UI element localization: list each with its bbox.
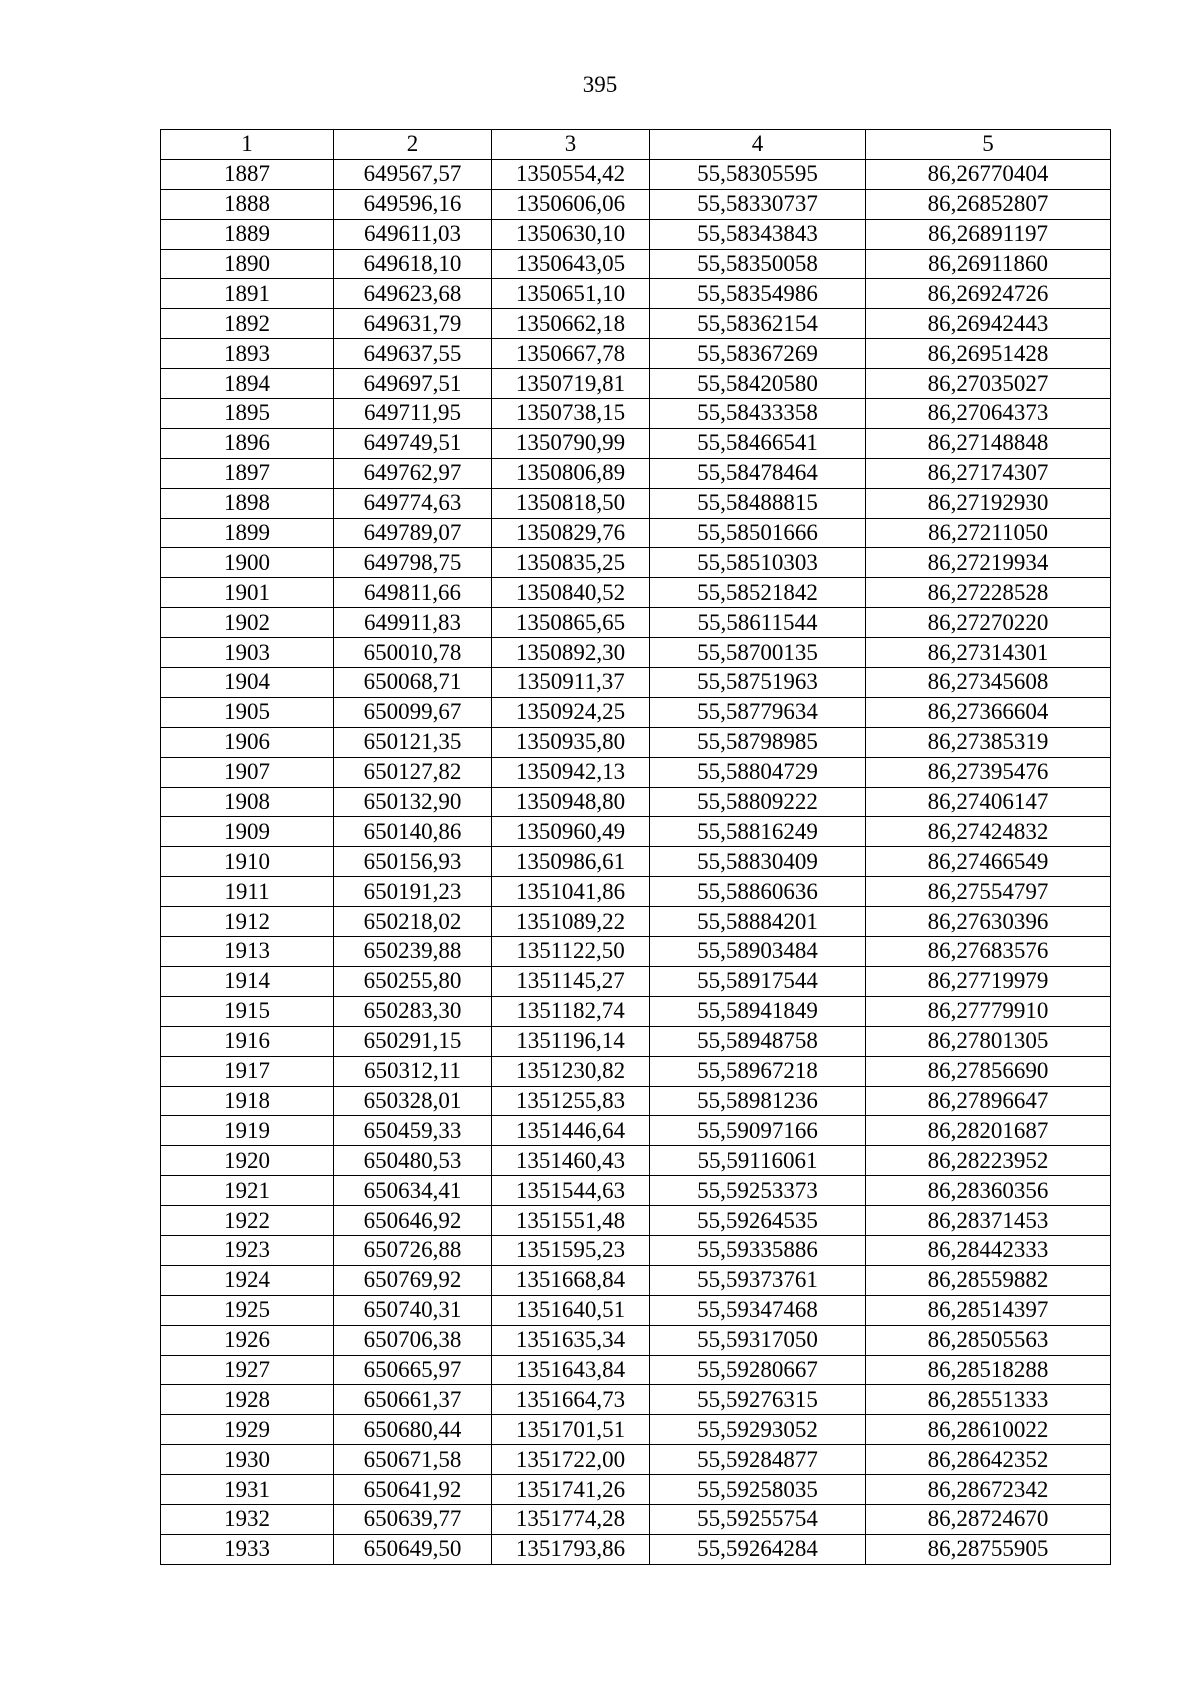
- longitude-cell: 86,27466549: [866, 847, 1111, 877]
- longitude-cell: 86,27035027: [866, 369, 1111, 399]
- x-coordinate-cell: 650218,02: [334, 907, 492, 937]
- table-row: [161, 279, 1111, 309]
- y-coordinate-cell: 1350651,10: [492, 279, 650, 309]
- latitude-cell: 55,58478464: [650, 458, 866, 488]
- x-coordinate-cell: 650312,11: [334, 1056, 492, 1086]
- table-row: [161, 877, 1111, 907]
- point-number-cell: 1894: [161, 369, 334, 399]
- y-coordinate-cell: 1350818,50: [492, 488, 650, 518]
- y-coordinate-cell: 1350948,80: [492, 787, 650, 817]
- longitude-cell: 86,26852807: [866, 189, 1111, 219]
- latitude-cell: 55,58466541: [650, 428, 866, 458]
- x-coordinate-cell: 650634,41: [334, 1176, 492, 1206]
- point-number-cell: 1914: [161, 966, 334, 996]
- x-coordinate-cell: 649618,10: [334, 249, 492, 279]
- x-coordinate-cell: 650641,92: [334, 1475, 492, 1505]
- point-number-cell: 1898: [161, 488, 334, 518]
- x-coordinate-cell: 650680,44: [334, 1415, 492, 1445]
- latitude-cell: 55,58884201: [650, 907, 866, 937]
- x-coordinate-cell: 649749,51: [334, 428, 492, 458]
- point-number-cell: 1930: [161, 1445, 334, 1475]
- x-coordinate-cell: 650726,88: [334, 1235, 492, 1265]
- x-coordinate-cell: 650132,90: [334, 787, 492, 817]
- table-row: [161, 1146, 1111, 1176]
- longitude-cell: 86,27148848: [866, 428, 1111, 458]
- point-number-cell: 1915: [161, 996, 334, 1026]
- point-number-cell: 1897: [161, 458, 334, 488]
- y-coordinate-cell: 1350865,65: [492, 608, 650, 638]
- table-row: [161, 1086, 1111, 1116]
- table-row: [161, 757, 1111, 787]
- latitude-cell: 55,58420580: [650, 369, 866, 399]
- point-number-cell: 1907: [161, 757, 334, 787]
- latitude-cell: 55,59264284: [650, 1534, 866, 1564]
- longitude-cell: 86,27174307: [866, 458, 1111, 488]
- coordinates-table: [160, 129, 1111, 1565]
- longitude-cell: 86,27064373: [866, 399, 1111, 429]
- y-coordinate-cell: 1351741,26: [492, 1475, 650, 1505]
- latitude-cell: 55,58981236: [650, 1086, 866, 1116]
- point-number-cell: 1923: [161, 1235, 334, 1265]
- point-number-cell: 1887: [161, 159, 334, 189]
- x-coordinate-cell: 650671,58: [334, 1445, 492, 1475]
- x-coordinate-cell: 649611,03: [334, 219, 492, 249]
- table-row: [161, 608, 1111, 638]
- point-number-cell: 1917: [161, 1056, 334, 1086]
- point-number-cell: 1926: [161, 1325, 334, 1355]
- point-number-cell: 1905: [161, 697, 334, 727]
- longitude-cell: 86,28755905: [866, 1534, 1111, 1564]
- latitude-cell: 55,58798985: [650, 727, 866, 757]
- column-header: 4: [650, 130, 866, 160]
- point-number-cell: 1902: [161, 608, 334, 638]
- latitude-cell: 55,58830409: [650, 847, 866, 877]
- point-number-cell: 1921: [161, 1176, 334, 1206]
- table-row: [161, 1534, 1111, 1564]
- longitude-cell: 86,27366604: [866, 697, 1111, 727]
- x-coordinate-cell: 650191,23: [334, 877, 492, 907]
- table-row: [161, 399, 1111, 429]
- latitude-cell: 55,59293052: [650, 1415, 866, 1445]
- table-row: [161, 548, 1111, 578]
- y-coordinate-cell: 1350829,76: [492, 518, 650, 548]
- point-number-cell: 1892: [161, 309, 334, 339]
- point-number-cell: 1890: [161, 249, 334, 279]
- x-coordinate-cell: 650283,30: [334, 996, 492, 1026]
- latitude-cell: 55,58948758: [650, 1026, 866, 1056]
- table-row: [161, 189, 1111, 219]
- point-number-cell: 1908: [161, 787, 334, 817]
- point-number-cell: 1913: [161, 937, 334, 967]
- table-row: [161, 159, 1111, 189]
- latitude-cell: 55,59097166: [650, 1116, 866, 1146]
- x-coordinate-cell: 650706,38: [334, 1325, 492, 1355]
- point-number-cell: 1922: [161, 1206, 334, 1236]
- table-row: [161, 1475, 1111, 1505]
- x-coordinate-cell: 650121,35: [334, 727, 492, 757]
- latitude-cell: 55,59347468: [650, 1295, 866, 1325]
- table-row: [161, 219, 1111, 249]
- point-number-cell: 1901: [161, 578, 334, 608]
- y-coordinate-cell: 1350630,10: [492, 219, 650, 249]
- x-coordinate-cell: 649637,55: [334, 339, 492, 369]
- latitude-cell: 55,58343843: [650, 219, 866, 249]
- x-coordinate-cell: 650661,37: [334, 1385, 492, 1415]
- latitude-cell: 55,58354986: [650, 279, 866, 309]
- point-number-cell: 1891: [161, 279, 334, 309]
- y-coordinate-cell: 1350806,89: [492, 458, 650, 488]
- latitude-cell: 55,59264535: [650, 1206, 866, 1236]
- table-row: [161, 638, 1111, 668]
- y-coordinate-cell: 1351230,82: [492, 1056, 650, 1086]
- y-coordinate-cell: 1351460,43: [492, 1146, 650, 1176]
- latitude-cell: 55,59255754: [650, 1504, 866, 1534]
- longitude-cell: 86,26951428: [866, 339, 1111, 369]
- x-coordinate-cell: 649711,95: [334, 399, 492, 429]
- longitude-cell: 86,28559882: [866, 1265, 1111, 1295]
- longitude-cell: 86,26891197: [866, 219, 1111, 249]
- table-row: [161, 937, 1111, 967]
- latitude-cell: 55,58488815: [650, 488, 866, 518]
- point-number-cell: 1896: [161, 428, 334, 458]
- x-coordinate-cell: 649623,68: [334, 279, 492, 309]
- table-row: [161, 339, 1111, 369]
- x-coordinate-cell: 649631,79: [334, 309, 492, 339]
- y-coordinate-cell: 1350667,78: [492, 339, 650, 369]
- longitude-cell: 86,26924726: [866, 279, 1111, 309]
- x-coordinate-cell: 649567,57: [334, 159, 492, 189]
- column-header: 2: [334, 130, 492, 160]
- longitude-cell: 86,28610022: [866, 1415, 1111, 1445]
- latitude-cell: 55,58860636: [650, 877, 866, 907]
- x-coordinate-cell: 650639,77: [334, 1504, 492, 1534]
- latitude-cell: 55,59280667: [650, 1355, 866, 1385]
- y-coordinate-cell: 1350554,42: [492, 159, 650, 189]
- table-row: [161, 1116, 1111, 1146]
- longitude-cell: 86,28518288: [866, 1355, 1111, 1385]
- point-number-cell: 1893: [161, 339, 334, 369]
- longitude-cell: 86,27211050: [866, 518, 1111, 548]
- y-coordinate-cell: 1351196,14: [492, 1026, 650, 1056]
- point-number-cell: 1899: [161, 518, 334, 548]
- table-row: [161, 668, 1111, 698]
- x-coordinate-cell: 650255,80: [334, 966, 492, 996]
- point-number-cell: 1900: [161, 548, 334, 578]
- x-coordinate-cell: 649789,07: [334, 518, 492, 548]
- y-coordinate-cell: 1351774,28: [492, 1504, 650, 1534]
- y-coordinate-cell: 1351089,22: [492, 907, 650, 937]
- point-number-cell: 1919: [161, 1116, 334, 1146]
- latitude-cell: 55,58816249: [650, 817, 866, 847]
- table-row: [161, 369, 1111, 399]
- x-coordinate-cell: 649774,63: [334, 488, 492, 518]
- y-coordinate-cell: 1350911,37: [492, 668, 650, 698]
- table-body: [161, 159, 1111, 1564]
- table-row: [161, 907, 1111, 937]
- point-number-cell: 1895: [161, 399, 334, 429]
- longitude-cell: 86,28360356: [866, 1176, 1111, 1206]
- table-row: [161, 1265, 1111, 1295]
- table-row: [161, 518, 1111, 548]
- point-number-cell: 1920: [161, 1146, 334, 1176]
- table-header-row: [161, 130, 1111, 160]
- longitude-cell: 86,28223952: [866, 1146, 1111, 1176]
- y-coordinate-cell: 1350840,52: [492, 578, 650, 608]
- table-row: [161, 428, 1111, 458]
- column-header: 5: [866, 130, 1111, 160]
- point-number-cell: 1912: [161, 907, 334, 937]
- latitude-cell: 55,58809222: [650, 787, 866, 817]
- longitude-cell: 86,27270220: [866, 608, 1111, 638]
- table-row: [161, 727, 1111, 757]
- y-coordinate-cell: 1351551,48: [492, 1206, 650, 1236]
- point-number-cell: 1888: [161, 189, 334, 219]
- y-coordinate-cell: 1350986,61: [492, 847, 650, 877]
- x-coordinate-cell: 650156,93: [334, 847, 492, 877]
- x-coordinate-cell: 649762,97: [334, 458, 492, 488]
- x-coordinate-cell: 650099,67: [334, 697, 492, 727]
- y-coordinate-cell: 1351793,86: [492, 1534, 650, 1564]
- x-coordinate-cell: 650649,50: [334, 1534, 492, 1564]
- y-coordinate-cell: 1351446,64: [492, 1116, 650, 1146]
- x-coordinate-cell: 650459,33: [334, 1116, 492, 1146]
- table-row: [161, 488, 1111, 518]
- y-coordinate-cell: 1351668,84: [492, 1265, 650, 1295]
- table-row: [161, 1235, 1111, 1265]
- x-coordinate-cell: 650010,78: [334, 638, 492, 668]
- longitude-cell: 86,27192930: [866, 488, 1111, 518]
- column-header: 3: [492, 130, 650, 160]
- x-coordinate-cell: 650665,97: [334, 1355, 492, 1385]
- table-row: [161, 1056, 1111, 1086]
- point-number-cell: 1929: [161, 1415, 334, 1445]
- table-row: [161, 1415, 1111, 1445]
- longitude-cell: 86,28201687: [866, 1116, 1111, 1146]
- y-coordinate-cell: 1351255,83: [492, 1086, 650, 1116]
- point-number-cell: 1904: [161, 668, 334, 698]
- y-coordinate-cell: 1351664,73: [492, 1385, 650, 1415]
- latitude-cell: 55,58350058: [650, 249, 866, 279]
- longitude-cell: 86,27219934: [866, 548, 1111, 578]
- y-coordinate-cell: 1351643,84: [492, 1355, 650, 1385]
- latitude-cell: 55,59284877: [650, 1445, 866, 1475]
- latitude-cell: 55,58941849: [650, 996, 866, 1026]
- longitude-cell: 86,27345608: [866, 668, 1111, 698]
- y-coordinate-cell: 1351041,86: [492, 877, 650, 907]
- x-coordinate-cell: 650291,15: [334, 1026, 492, 1056]
- longitude-cell: 86,28724670: [866, 1504, 1111, 1534]
- latitude-cell: 55,58367269: [650, 339, 866, 369]
- longitude-cell: 86,27406147: [866, 787, 1111, 817]
- y-coordinate-cell: 1350643,05: [492, 249, 650, 279]
- point-number-cell: 1909: [161, 817, 334, 847]
- point-number-cell: 1906: [161, 727, 334, 757]
- column-header: 1: [161, 130, 334, 160]
- longitude-cell: 86,26942443: [866, 309, 1111, 339]
- latitude-cell: 55,58611544: [650, 608, 866, 638]
- y-coordinate-cell: 1351635,34: [492, 1325, 650, 1355]
- table-row: [161, 1206, 1111, 1236]
- point-number-cell: 1932: [161, 1504, 334, 1534]
- table-row: [161, 1026, 1111, 1056]
- point-number-cell: 1889: [161, 219, 334, 249]
- point-number-cell: 1927: [161, 1355, 334, 1385]
- y-coordinate-cell: 1350738,15: [492, 399, 650, 429]
- longitude-cell: 86,28642352: [866, 1445, 1111, 1475]
- table-row: [161, 1445, 1111, 1475]
- y-coordinate-cell: 1351640,51: [492, 1295, 650, 1325]
- y-coordinate-cell: 1351701,51: [492, 1415, 650, 1445]
- point-number-cell: 1910: [161, 847, 334, 877]
- y-coordinate-cell: 1350935,80: [492, 727, 650, 757]
- latitude-cell: 55,58501666: [650, 518, 866, 548]
- table-row: [161, 817, 1111, 847]
- latitude-cell: 55,58903484: [650, 937, 866, 967]
- longitude-cell: 86,27630396: [866, 907, 1111, 937]
- x-coordinate-cell: 650068,71: [334, 668, 492, 698]
- y-coordinate-cell: 1350942,13: [492, 757, 650, 787]
- y-coordinate-cell: 1351722,00: [492, 1445, 650, 1475]
- y-coordinate-cell: 1351182,74: [492, 996, 650, 1026]
- x-coordinate-cell: 650140,86: [334, 817, 492, 847]
- longitude-cell: 86,28514397: [866, 1295, 1111, 1325]
- x-coordinate-cell: 650328,01: [334, 1086, 492, 1116]
- y-coordinate-cell: 1350662,18: [492, 309, 650, 339]
- latitude-cell: 55,59116061: [650, 1146, 866, 1176]
- y-coordinate-cell: 1350835,25: [492, 548, 650, 578]
- table-row: [161, 996, 1111, 1026]
- latitude-cell: 55,58330737: [650, 189, 866, 219]
- longitude-cell: 86,27779910: [866, 996, 1111, 1026]
- longitude-cell: 86,27385319: [866, 727, 1111, 757]
- latitude-cell: 55,59335886: [650, 1235, 866, 1265]
- point-number-cell: 1933: [161, 1534, 334, 1564]
- point-number-cell: 1924: [161, 1265, 334, 1295]
- point-number-cell: 1925: [161, 1295, 334, 1325]
- longitude-cell: 86,27424832: [866, 817, 1111, 847]
- x-coordinate-cell: 649798,75: [334, 548, 492, 578]
- x-coordinate-cell: 650480,53: [334, 1146, 492, 1176]
- table-row: [161, 847, 1111, 877]
- y-coordinate-cell: 1350960,49: [492, 817, 650, 847]
- x-coordinate-cell: 650239,88: [334, 937, 492, 967]
- table-row: [161, 1385, 1111, 1415]
- latitude-cell: 55,58967218: [650, 1056, 866, 1086]
- point-number-cell: 1928: [161, 1385, 334, 1415]
- point-number-cell: 1903: [161, 638, 334, 668]
- x-coordinate-cell: 649911,83: [334, 608, 492, 638]
- point-number-cell: 1916: [161, 1026, 334, 1056]
- longitude-cell: 86,27683576: [866, 937, 1111, 967]
- y-coordinate-cell: 1351145,27: [492, 966, 650, 996]
- longitude-cell: 86,28442333: [866, 1235, 1111, 1265]
- x-coordinate-cell: 650740,31: [334, 1295, 492, 1325]
- longitude-cell: 86,26911860: [866, 249, 1111, 279]
- longitude-cell: 86,27856690: [866, 1056, 1111, 1086]
- table-row: [161, 1325, 1111, 1355]
- y-coordinate-cell: 1351122,50: [492, 937, 650, 967]
- y-coordinate-cell: 1350606,06: [492, 189, 650, 219]
- table-row: [161, 787, 1111, 817]
- latitude-cell: 55,59253373: [650, 1176, 866, 1206]
- longitude-cell: 86,27395476: [866, 757, 1111, 787]
- x-coordinate-cell: 650646,92: [334, 1206, 492, 1236]
- table-row: [161, 966, 1111, 996]
- table-row: [161, 249, 1111, 279]
- longitude-cell: 86,28672342: [866, 1475, 1111, 1505]
- table-row: [161, 578, 1111, 608]
- table-row: [161, 1295, 1111, 1325]
- x-coordinate-cell: 650769,92: [334, 1265, 492, 1295]
- table-row: [161, 1355, 1111, 1385]
- latitude-cell: 55,58433358: [650, 399, 866, 429]
- longitude-cell: 86,27801305: [866, 1026, 1111, 1056]
- y-coordinate-cell: 1351595,23: [492, 1235, 650, 1265]
- y-coordinate-cell: 1350924,25: [492, 697, 650, 727]
- longitude-cell: 86,26770404: [866, 159, 1111, 189]
- latitude-cell: 55,59373761: [650, 1265, 866, 1295]
- longitude-cell: 86,27896647: [866, 1086, 1111, 1116]
- table-row: [161, 1176, 1111, 1206]
- point-number-cell: 1911: [161, 877, 334, 907]
- x-coordinate-cell: 649697,51: [334, 369, 492, 399]
- longitude-cell: 86,28551333: [866, 1385, 1111, 1415]
- page-number: 395: [582, 72, 618, 97]
- latitude-cell: 55,59258035: [650, 1475, 866, 1505]
- latitude-cell: 55,58779634: [650, 697, 866, 727]
- longitude-cell: 86,28371453: [866, 1206, 1111, 1236]
- table-row: [161, 1504, 1111, 1534]
- x-coordinate-cell: 649596,16: [334, 189, 492, 219]
- longitude-cell: 86,27554797: [866, 877, 1111, 907]
- point-number-cell: 1931: [161, 1475, 334, 1505]
- latitude-cell: 55,58804729: [650, 757, 866, 787]
- y-coordinate-cell: 1350892,30: [492, 638, 650, 668]
- longitude-cell: 86,28505563: [866, 1325, 1111, 1355]
- y-coordinate-cell: 1350790,99: [492, 428, 650, 458]
- latitude-cell: 55,58751963: [650, 668, 866, 698]
- y-coordinate-cell: 1350719,81: [492, 369, 650, 399]
- longitude-cell: 86,27228528: [866, 578, 1111, 608]
- table-row: [161, 309, 1111, 339]
- point-number-cell: 1918: [161, 1086, 334, 1116]
- table-row: [161, 458, 1111, 488]
- latitude-cell: 55,59276315: [650, 1385, 866, 1415]
- latitude-cell: 55,58700135: [650, 638, 866, 668]
- latitude-cell: 55,58521842: [650, 578, 866, 608]
- latitude-cell: 55,59317050: [650, 1325, 866, 1355]
- x-coordinate-cell: 650127,82: [334, 757, 492, 787]
- table-row: [161, 697, 1111, 727]
- latitude-cell: 55,58917544: [650, 966, 866, 996]
- x-coordinate-cell: 649811,66: [334, 578, 492, 608]
- y-coordinate-cell: 1351544,63: [492, 1176, 650, 1206]
- longitude-cell: 86,27314301: [866, 638, 1111, 668]
- longitude-cell: 86,27719979: [866, 966, 1111, 996]
- latitude-cell: 55,58305595: [650, 159, 866, 189]
- latitude-cell: 55,58510303: [650, 548, 866, 578]
- latitude-cell: 55,58362154: [650, 309, 866, 339]
